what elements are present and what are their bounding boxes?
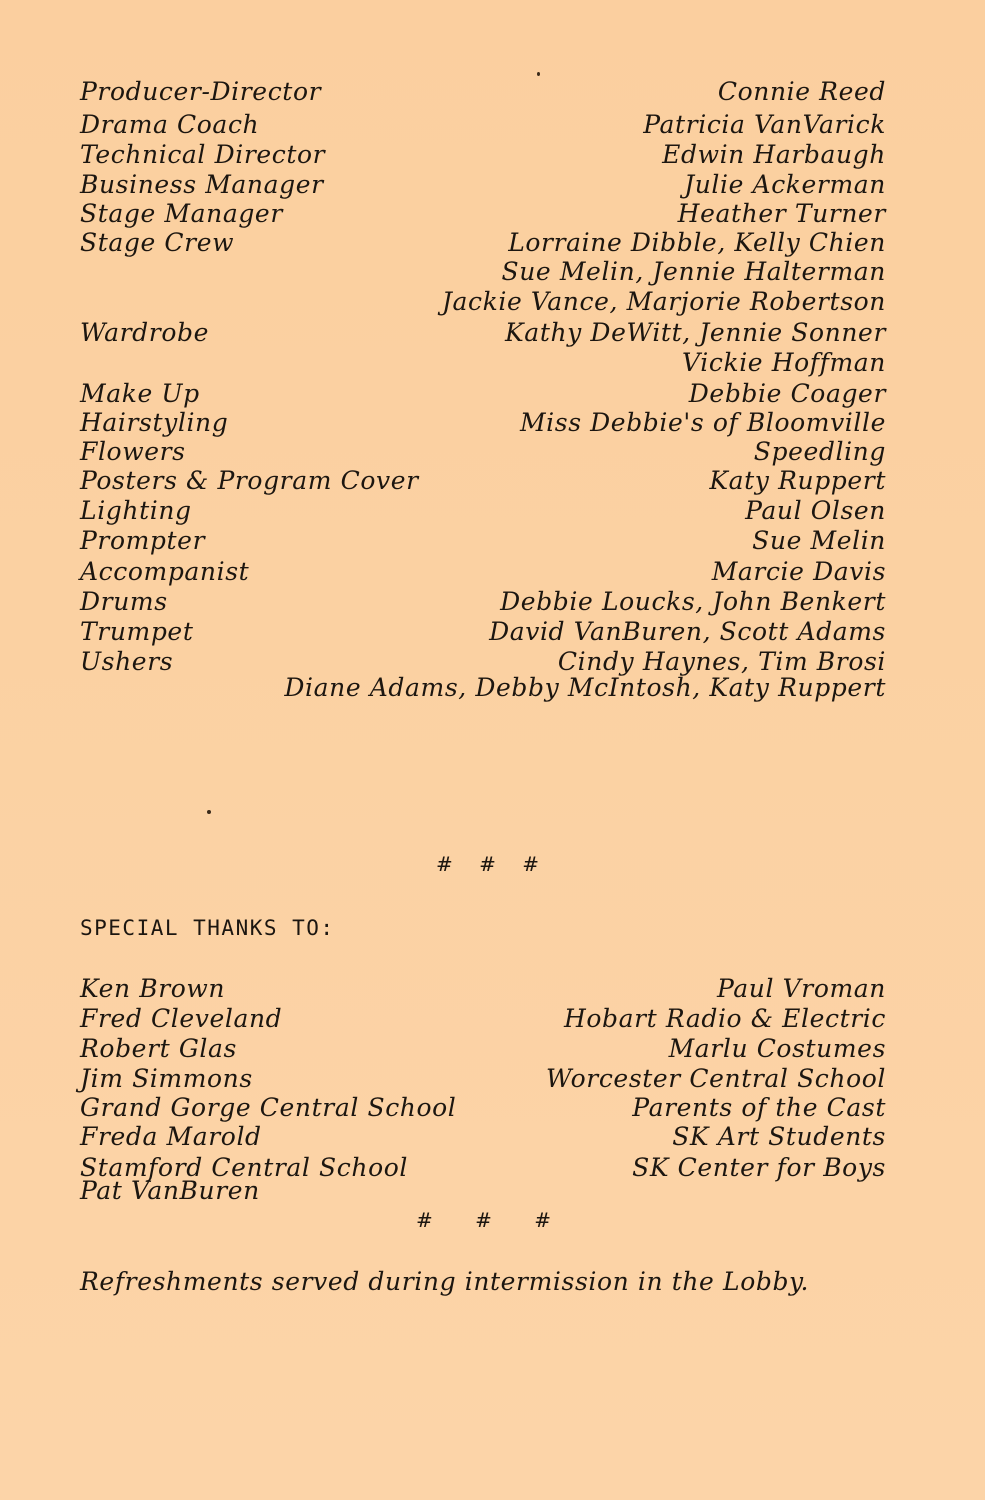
paper-speck [537, 72, 540, 76]
credit-name: Diane Adams, Debby McIntosh, Katy Ruppert [284, 673, 886, 702]
thanks-right: Parents of the Cast [632, 1093, 886, 1122]
refreshments-note: Refreshments served during intermission in the Lobby. [80, 1267, 810, 1296]
credit-row [80, 379, 886, 409]
credit-row [80, 673, 886, 703]
credit-name: Sue Melin [752, 526, 886, 555]
thanks-row [80, 1122, 886, 1152]
credit-name: Lorraine Dibble, Kelly Chien [508, 228, 886, 257]
section-separator: # # # [436, 852, 549, 876]
credit-row [80, 526, 886, 556]
credit-role: Wardrobe [80, 318, 209, 347]
credit-role: Drums [80, 587, 168, 616]
thanks-right: Paul Vroman [716, 974, 886, 1003]
thanks-row [80, 1004, 886, 1034]
credit-row [80, 140, 886, 170]
credit-role: Stage Manager [80, 199, 283, 228]
credit-row [80, 617, 886, 647]
thanks-row [80, 974, 886, 1004]
credit-name: Vickie Hoffman [682, 348, 886, 377]
credit-role: Business Manager [80, 170, 324, 199]
credit-name: Edwin Harbaugh [662, 140, 886, 169]
credit-role: Flowers [80, 437, 186, 466]
thanks-row [80, 1176, 886, 1206]
credit-name: Miss Debbie's of Bloomville [519, 408, 886, 437]
credit-role: Hairstyling [80, 408, 229, 437]
credit-name: Patricia VanVarick [643, 110, 886, 139]
credit-name: Cindy Haynes, Tim Brosi [557, 647, 886, 676]
credit-row [80, 557, 886, 587]
special-thanks-heading: SPECIAL THANKS TO: [80, 916, 335, 940]
credit-role: Make Up [80, 379, 200, 408]
credit-row [80, 257, 886, 287]
credit-row [80, 77, 886, 107]
credit-name: Jackie Vance, Marjorie Robertson [441, 287, 886, 316]
thanks-right: Worcester Central School [546, 1064, 886, 1093]
credit-row [80, 587, 886, 617]
section-separator: # # # [416, 1208, 569, 1232]
credit-role: Ushers [80, 647, 174, 676]
thanks-left: Ken Brown [80, 974, 226, 1003]
credit-role: Technical Director [80, 140, 326, 169]
thanks-right: SK Center for Boys [632, 1153, 886, 1182]
credit-row [80, 110, 886, 140]
credit-name: Julie Ackerman [684, 170, 886, 199]
thanks-row [80, 1093, 886, 1123]
credit-role: Producer-Director [80, 77, 322, 106]
credit-name: Speedling [753, 437, 886, 466]
thanks-right: Marlu Costumes [668, 1034, 886, 1063]
credit-row [80, 348, 886, 378]
credit-name: Heather Turner [677, 199, 886, 228]
credit-name: Connie Reed [717, 77, 886, 106]
credit-role: Drama Coach [80, 110, 260, 139]
credit-name: Katy Ruppert [709, 466, 886, 495]
paper-speck [207, 810, 211, 814]
credit-role: Trumpet [80, 617, 194, 646]
thanks-right: Hobart Radio & Electric [563, 1004, 886, 1033]
thanks-left: Robert Glas [80, 1034, 237, 1063]
credit-row [80, 199, 886, 229]
thanks-left: Jim Simmons [80, 1064, 253, 1093]
credit-row [80, 228, 886, 258]
credit-role: Prompter [80, 526, 206, 555]
credit-name: David VanBuren, Scott Adams [489, 617, 886, 646]
thanks-row [80, 1034, 886, 1064]
credit-name: Marcie Davis [711, 557, 886, 586]
thanks-row [80, 1064, 886, 1094]
credit-role: Lighting [80, 496, 192, 525]
thanks-left: Freda Marold [80, 1122, 262, 1151]
thanks-left: Fred Cleveland [80, 1004, 283, 1033]
credit-row [80, 466, 886, 496]
credit-row [80, 408, 886, 438]
credit-name: Debbie Coager [688, 379, 886, 408]
thanks-left: Grand Gorge Central School [80, 1093, 457, 1122]
thanks-left: Pat VanBuren [80, 1176, 260, 1205]
credit-name: Paul Olsen [745, 496, 886, 525]
credit-row [80, 170, 886, 200]
credit-name: Sue Melin, Jennie Halterman [501, 257, 886, 286]
credit-role: Stage Crew [80, 228, 235, 257]
credit-name: Kathy DeWitt, Jennie Sonner [505, 318, 886, 347]
credit-row [80, 437, 886, 467]
credit-name: Debbie Loucks, John Benkert [500, 587, 886, 616]
credit-role: Accompanist [80, 557, 250, 586]
credit-role: Posters & Program Cover [80, 466, 419, 495]
credit-row [80, 496, 886, 526]
credit-row [80, 318, 886, 348]
thanks-left: Stamford Central School [80, 1153, 408, 1182]
credit-row [80, 287, 886, 317]
thanks-right: SK Art Students [672, 1122, 886, 1151]
